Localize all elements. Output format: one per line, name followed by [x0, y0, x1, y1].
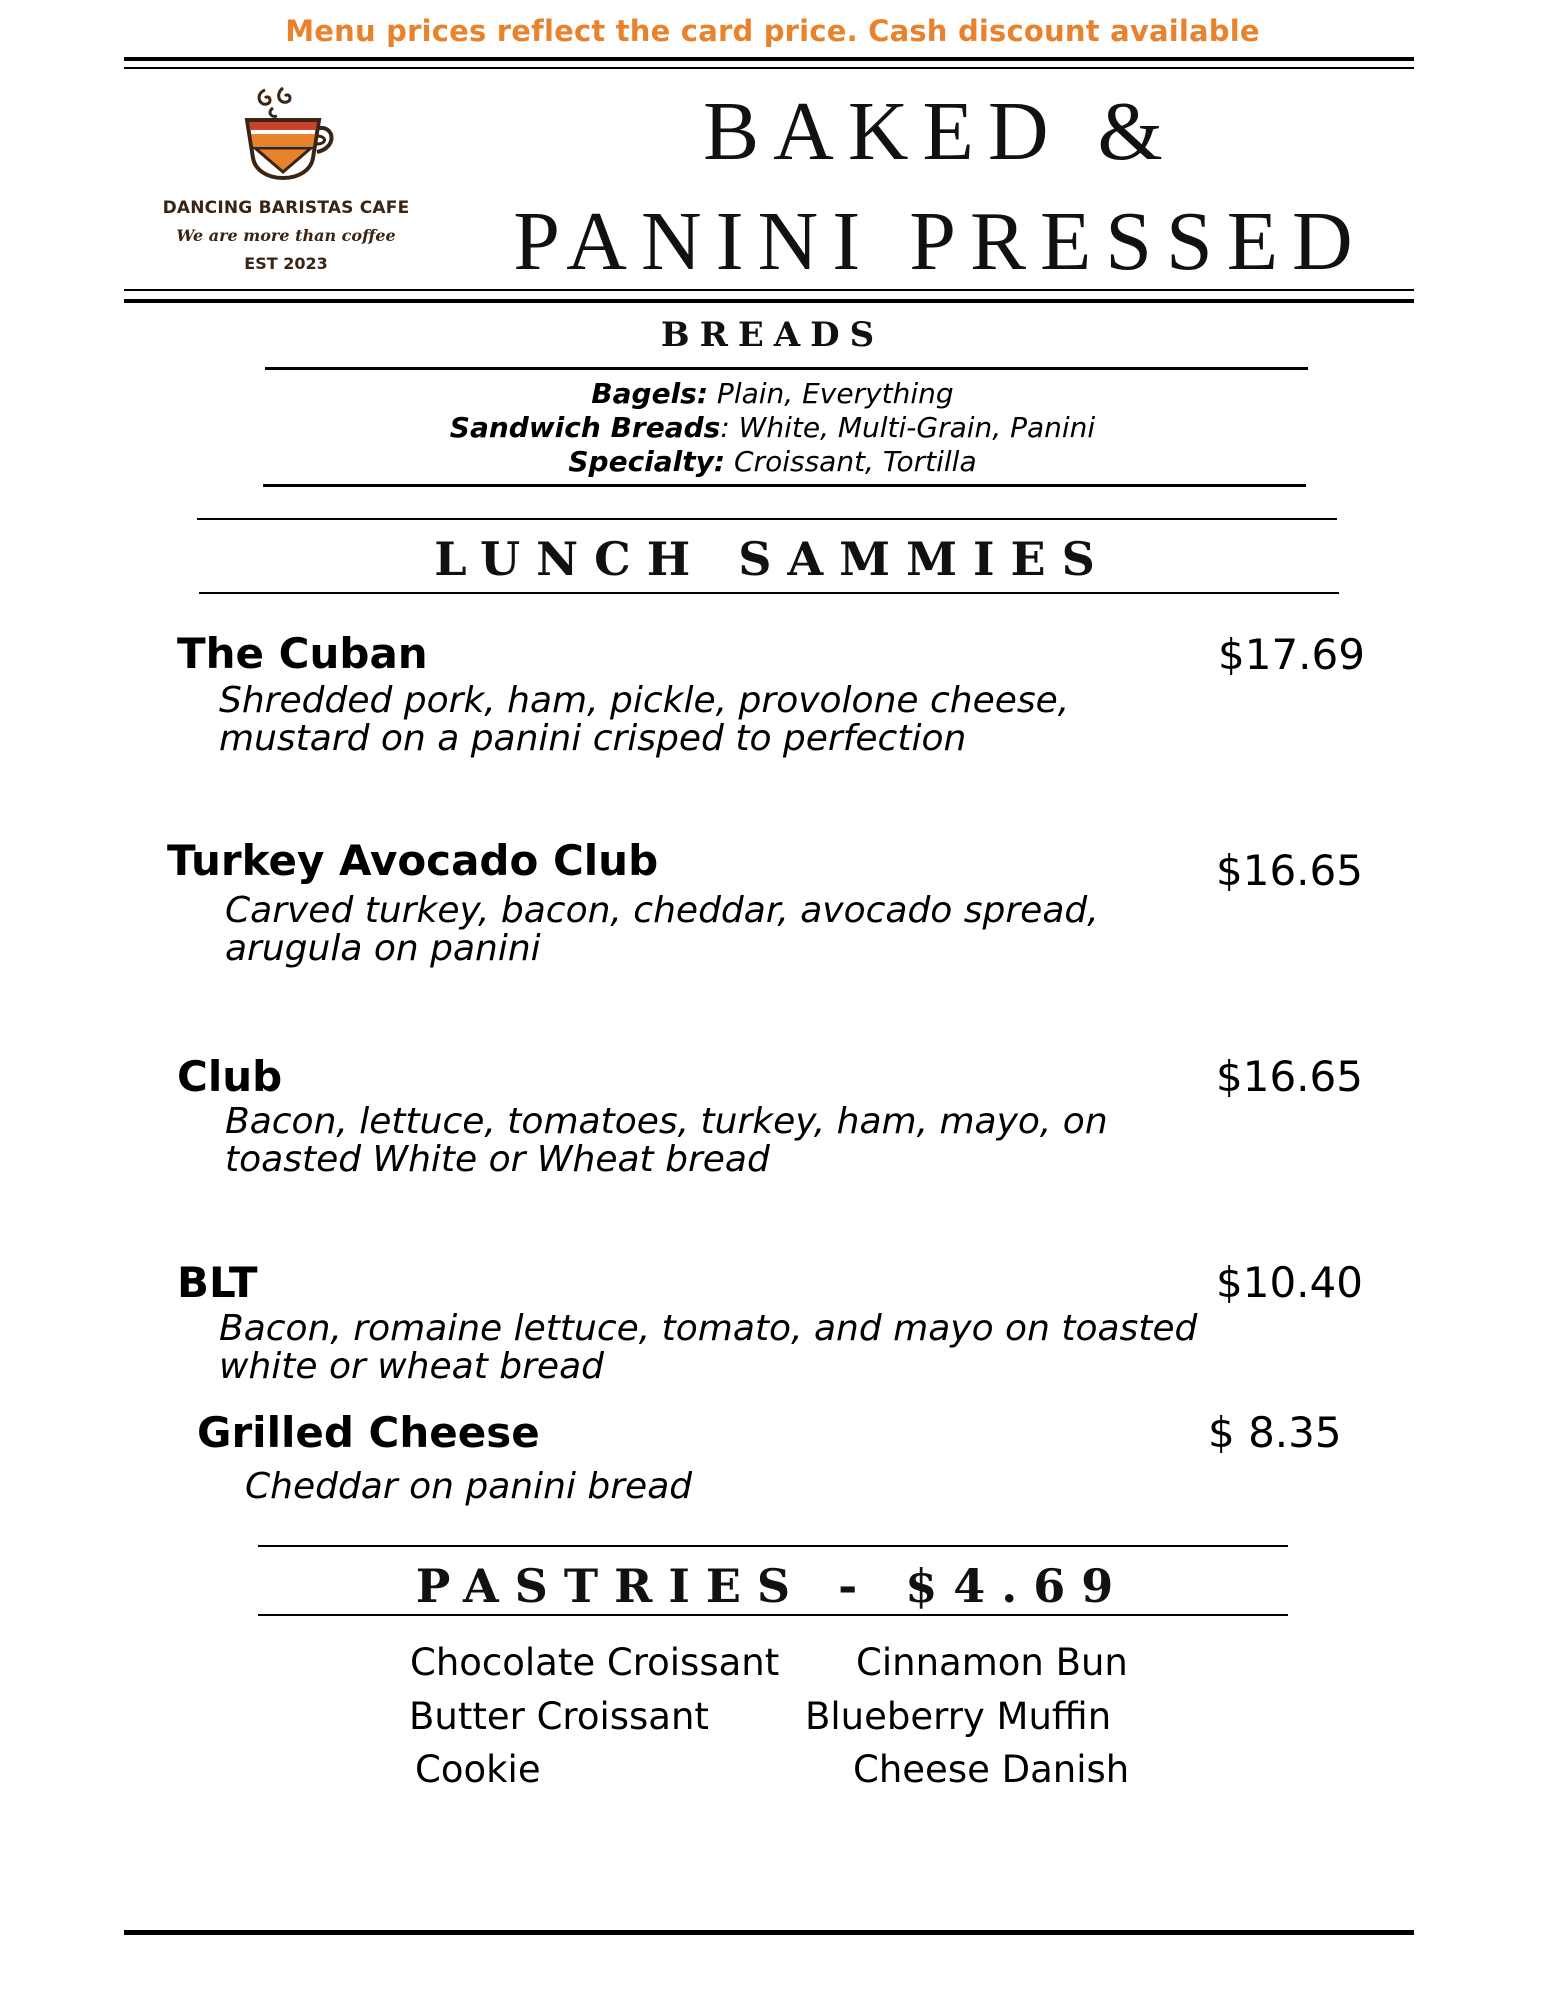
item-description-line: Carved turkey, bacon, cheddar, avocado spread, [225, 890, 1099, 931]
item-name: The Cuban [177, 629, 428, 678]
item-description-line: Bacon, lettuce, tomatoes, turkey, ham, mayo, on [225, 1101, 1108, 1142]
header-top-rule-thin [124, 67, 1414, 69]
breads-bottom-rule [263, 484, 1306, 487]
pastries-top-rule [258, 1545, 1288, 1547]
footer-rule [124, 1930, 1414, 1935]
item-name: Grilled Cheese [197, 1408, 540, 1457]
logo-established: EST 2023 [244, 254, 328, 273]
item-description [225, 892, 1205, 968]
item-name: Club [177, 1052, 283, 1101]
item-description-line: toasted White or Wheat bread [225, 1139, 770, 1180]
item-price: $10.40 [1216, 1258, 1363, 1307]
pastry-item: Cinnamon Bun [856, 1641, 1128, 1684]
item-description-line: Cheddar on panini bread [245, 1466, 693, 1507]
pastry-item: Chocolate Croissant [410, 1641, 780, 1684]
header-top-rule [124, 57, 1414, 61]
menu-title-line-2: PANINI PRESSED [513, 195, 1367, 288]
item-description-line: arugula on panini [225, 928, 541, 969]
item-price: $16.65 [1216, 846, 1363, 895]
item-price: $ 8.35 [1208, 1408, 1342, 1457]
coffee-cup-logo-icon [233, 86, 343, 186]
item-description [225, 1103, 1205, 1179]
header-bottom-rule-thin [124, 289, 1414, 291]
item-description-line: mustard on a panini crisped to perfection [219, 718, 967, 759]
pastry-item: Cookie [415, 1748, 541, 1791]
bread-line-specialty [0, 445, 1545, 478]
item-name: BLT [177, 1258, 258, 1307]
bread-value: Plain, Everything [708, 377, 954, 410]
bread-line-bagels [0, 377, 1545, 410]
item-description [219, 1310, 1199, 1386]
card-price-notice: Menu prices reflect the card price. Cash discount available [285, 14, 1260, 48]
cafe-logo [155, 86, 417, 286]
bread-value: Croissant, Tortilla [725, 445, 977, 478]
bread-label: Specialty: [568, 445, 726, 478]
pastries-bottom-rule [258, 1614, 1288, 1616]
lunch-top-rule [197, 518, 1337, 520]
item-description-line: Bacon, romaine lettuce, tomato, and mayo on toasted [219, 1308, 1198, 1349]
menu-title-line-1: BAKED & [703, 85, 1177, 178]
logo-tagline: We are more than coffee [176, 226, 396, 245]
logo-cafe-name: DANCING BARISTAS CAFE [162, 198, 410, 218]
bread-label: Bagels: [591, 377, 709, 410]
item-price: $17.69 [1218, 630, 1365, 679]
bread-value: : White, Multi-Grain, Panini [720, 411, 1096, 444]
pastry-item: Blueberry Muffin [805, 1695, 1112, 1738]
header-bottom-rule [124, 299, 1414, 303]
item-description-line: Shredded pork, ham, pickle, provolone cheese, [219, 680, 1070, 721]
lunch-heading: LUNCH SAMMIES [434, 532, 1111, 586]
bread-label: Sandwich Breads [449, 411, 721, 444]
item-price: $16.65 [1216, 1052, 1363, 1101]
item-description [245, 1468, 1225, 1506]
item-description [219, 682, 1199, 758]
bread-line-sandwich [0, 411, 1545, 444]
pastries-heading: PASTRIES - $4.69 [415, 1559, 1130, 1613]
breads-heading: BREADS [660, 315, 885, 355]
item-name: Turkey Avocado Club [167, 836, 659, 885]
breads-top-rule [265, 367, 1308, 370]
pastry-item: Cheese Danish [853, 1748, 1130, 1791]
lunch-bottom-rule [199, 592, 1339, 594]
pastry-item: Butter Croissant [409, 1695, 709, 1738]
item-description-line: white or wheat bread [219, 1346, 604, 1387]
